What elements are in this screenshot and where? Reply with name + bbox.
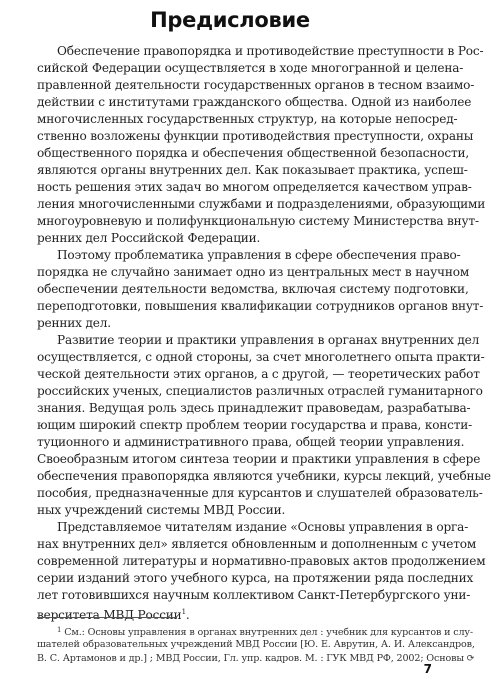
- body-line: туционного и административного права, общей теории управления.: [37, 435, 465, 449]
- body-line: обеспечения правопорядка являются учебники, курсы лекций, учебные: [37, 469, 491, 483]
- body-line: лет готовившихся научным коллективом Санкт-Петербургского уни-: [37, 588, 471, 602]
- body-line: ческой деятельности этих органов, а с другой, — теоретических работ: [37, 367, 480, 381]
- body-line: Развитие теории и практики управления в органах внутренних дел: [57, 333, 480, 347]
- body-line: Обеспечение правопорядка и противодействие преступности в Рос-: [57, 44, 484, 58]
- body-line: ренних дел Российской Федерации.: [37, 231, 261, 245]
- page-number: 7: [423, 662, 432, 676]
- body-line: Представляемое читателям издание «Основы управления в орга-: [57, 520, 469, 534]
- body-line-text: верситета МВД России: [37, 608, 182, 622]
- body-line: нах внутренних дел» является обновленным и дополненным с учетом: [37, 537, 477, 551]
- body-line: ственно возложены функции противодействия преступности, охраны: [37, 129, 474, 143]
- body-line: правленной деятельности государственных органов в тесном взаимо-: [37, 78, 475, 92]
- continuation-arrow-icon: ⟳: [466, 654, 475, 664]
- body-line: российских ученых, специалистов различных отраслей гуманитарного: [37, 384, 483, 398]
- body-line: верситета МВД России$^1$.: [37, 608, 190, 622]
- body-line: ность решения этих задач во многом определяется качеством управ-: [37, 180, 472, 194]
- page-title: Предисловие: [150, 8, 310, 32]
- footnote-text: В. С. Артамонов и др.] ; МВД России, Гл. упр. кадров. М. : ГУК МВД РФ, 2002; Основы: [37, 653, 464, 664]
- footnote-line: [37, 652, 475, 666]
- body-line: многоуровневую и полифункциональную систему Министерства внут-: [37, 214, 479, 228]
- body-line: ренних дел.: [37, 316, 111, 330]
- body-line: порядка не случайно занимает одно из центральных мест в научном: [37, 265, 470, 279]
- body-line: серии изданий этого учебного курса, на протяжении ряда последних: [37, 571, 474, 585]
- footnote-text: См.: Основы управления в органах внутренних дел : учебник для курсантов и слу-: [64, 627, 473, 638]
- body-line: сийской Федерации осуществляется в ходе многогранной и целена-: [37, 61, 464, 75]
- body-line: пособия, предназначенные для курсантов и слушателей образователь-: [37, 486, 483, 500]
- body-line: осуществляется, с одной стороны, за счет многолетнего опыта практи-: [37, 350, 485, 364]
- body-line: ных учреждений системы МВД России.: [37, 503, 286, 517]
- body-line: ющим широкий спектр проблем теории государства и права, консти-: [37, 418, 473, 432]
- body-line: являются органы внутренних дел. Как показывает практика, успеш-: [37, 163, 468, 177]
- body-line: знания. Ведущая роль здесь принадлежит правоведам, разрабатыва-: [37, 401, 471, 415]
- body-line: многочисленных государственных структур, на которые непосред-: [37, 112, 458, 126]
- footnote-line: шателей образовательных учреждений МВД России [Ю. Е. Аврутин, А. И. Александров,: [37, 639, 475, 650]
- footnote-divider: [37, 617, 177, 618]
- body-line: действии с институтами гражданского общества. Одной из наиболее: [37, 95, 472, 109]
- footnote-line: [57, 624, 473, 639]
- footnote-reference[interactable]: 1: [181, 608, 186, 616]
- body-line: современной литературы и нормативно-правовых актов продолжением: [37, 554, 486, 568]
- body-line: ления многочисленными службами и подразделениями, образующими: [37, 197, 486, 211]
- body-line: Поэтому проблематика управления в сфере обеспечения право-: [57, 248, 461, 262]
- footnote-marker: 1: [57, 626, 62, 634]
- body-line: обеспечении деятельности ведомства, включая систему подготовки,: [37, 282, 469, 296]
- body-line: Своеобразным итогом синтеза теории и практики управления в сфере: [37, 452, 481, 466]
- body-line: переподготовки, повышения квалификации сотрудников органов внут-: [37, 299, 484, 313]
- body-line: общественного порядка и обеспечения общественной безопасности,: [37, 146, 469, 160]
